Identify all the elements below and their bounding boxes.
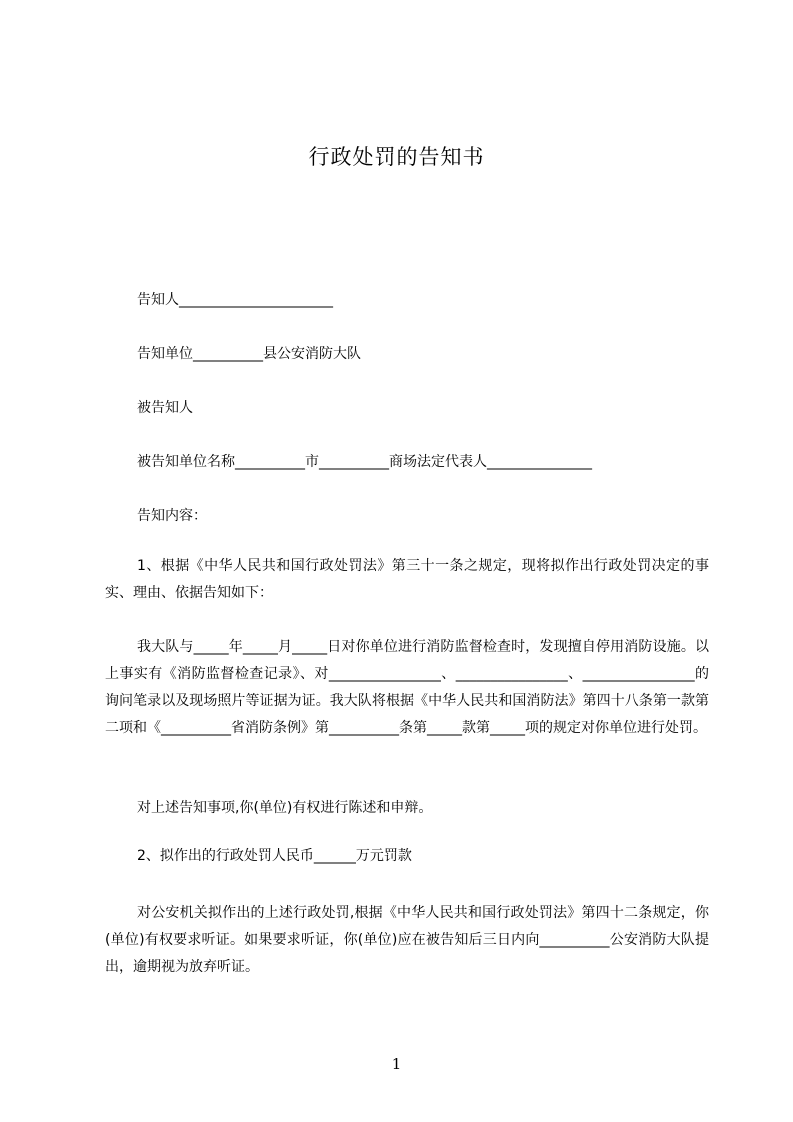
rights-paragraph: 对上述告知事项,你(单位)有权进行陈述和申辩。: [137, 800, 433, 816]
notifier-field: 告知人______________________: [137, 292, 333, 308]
facts-paragraph: 我大队与_____年_____月_____日对你单位进行消防监督检查时，发现擅自停用消防设施。以上事实有《消防监督检查记录》、对________________、________________、________________的询问笔录以及现场照片等证据为证。我大队将根据《中华人民共和国消防法》第四十八条第一款第二项和《__________省消防条例》第__________条第_____款第_____项的规定对你单位进行处罚。: [105, 639, 709, 736]
notified-unit-field: 被告知单位名称__________市__________商场法定代表人_______________: [137, 454, 592, 470]
notifier-unit-field: 告知单位__________县公安消防大队: [137, 346, 361, 362]
notified-person-field: 被告知人: [137, 400, 193, 416]
document-title: 行政处罚的告知书: [308, 145, 485, 169]
item1-intro-paragraph: 1、根据《中华人民共和国行政处罚法》第三十一条之规定，现将拟作出行政处罚决定的事实、理由、依据告知如下：: [105, 558, 709, 601]
content-heading: 告知内容：: [137, 508, 207, 524]
page-number: 1: [391, 1055, 402, 1073]
item2-paragraph: 2、拟作出的行政处罚人民币______万元罚款: [137, 848, 412, 864]
hearing-paragraph: 对公安机关拟作出的上述行政处罚,根据《中华人民共和国行政处罚法》第四十二条规定，你(单位)有权要求听证。如果要求听证，你(单位)应在被告知后三日内向__________公安消防大队提出，逾期视为放弃听证。: [105, 905, 709, 975]
